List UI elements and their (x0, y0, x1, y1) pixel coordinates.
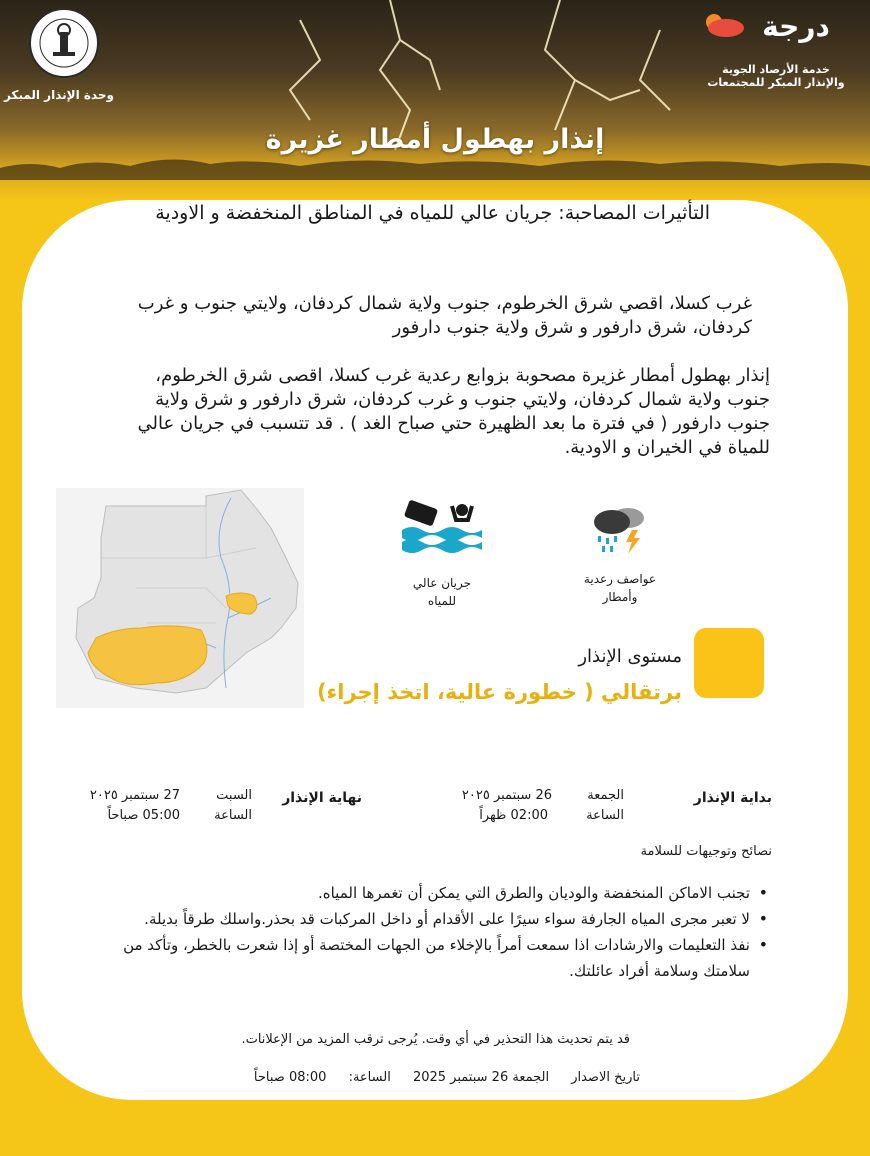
associated-effects: التأثيرات المصاحبة: جريان عالي للمياه في المناطق المنخفضة و الاودية (155, 202, 710, 224)
list-item: • لا تعبر مجرى المياه الجارفة سواء سيرًا على الأقدام أو داخل المركبات قد بحذر.واسلك طرقاً بديلة. (90, 906, 770, 932)
start-time-label: الساعة (586, 808, 624, 823)
issue-label: تاريخ الاصدار (571, 1070, 640, 1085)
safety-advice-heading: نصائح وتوجيهات للسلامة (640, 844, 772, 859)
update-note: قد يتم تحديث هذا التحذير في أي وقت. يُرجى ترقب المزيد من الإعلانات. (241, 1032, 630, 1047)
warning-line: جنوب ولاية شمال كردفان، ولايتي جنوب و غرب كردفان، شرق دارفور و شرق ولاية (155, 389, 770, 410)
warning-level-color-swatch (694, 628, 764, 698)
daraja-logo (696, 6, 856, 89)
warning-level-label: مستوى الإنذار (578, 646, 682, 667)
brand-subtitle-2: والإنذار المبكر للمجتمعات (707, 76, 845, 89)
warning-description (60, 364, 770, 460)
meteorological-authority-logo (4, 6, 114, 102)
warning-level-value: برتقالي ( خطورة عالية، اتخذ إجراء) (316, 680, 682, 704)
issue-time-label: الساعة: (348, 1070, 391, 1085)
affected-regions (52, 292, 752, 340)
warning-line: إنذار بهطول أمطار غزيرة مصحوبة بزوابع رعدية غرب كسلا، اقصى شرق الخرطوم، (155, 365, 770, 386)
end-date: 27 سبتمبر ٢٠٢٥ (89, 788, 180, 803)
issue-time: 08:00 صباحاً (253, 1070, 327, 1085)
list-item: • نفذ التعليمات والارشادات اذا سمعت أمراً بالإخلاء من الجهات المختصة أو إذا شعرت بالخطر، وتأكد من سلامتك وسلامة أفراد عائلتك. (90, 932, 770, 984)
start-date: 26 سبتمبر ٢٠٢٥ (461, 788, 552, 803)
issue-info (236, 1070, 640, 1085)
end-time-label: الساعة (214, 808, 252, 823)
cloud-sun-icon (696, 10, 756, 40)
region-line: كردفان، شرق دارفور و شرق ولاية جنوب دارفور (392, 317, 752, 338)
region-line: غرب كسلا، اقصي شرق الخرطوم، جنوب ولاية شمال كردفان، ولايتي جنوب و غرب (137, 293, 752, 314)
end-label: نهاية الإنذار (282, 790, 362, 806)
brand-subtitle-1: خدمة الأرصاد الجوية (722, 63, 830, 76)
flood-caption: جريان عالي للمياه (412, 576, 472, 608)
flood-icon (400, 500, 484, 560)
map-icon (56, 488, 304, 708)
list-item: • تجنب الاماكن المنخفضة والوديان والطرق التي يمكن أن تغمرها المياه. (90, 880, 770, 906)
safety-advice-list (90, 880, 770, 984)
warning-line: جنوب دارفور ( في فترة ما بعد الظهيرة حتي صباح الغد ) . قد تتسبب في جريان عالي (137, 413, 770, 434)
start-label: بداية الإنذار (693, 790, 772, 806)
brand-name: درجة (762, 10, 830, 43)
alert-title: إنذار بهطول أمطار غزيرة (265, 124, 605, 155)
start-time: 02:00 ظهراً (479, 808, 548, 823)
sudan-warning-map (56, 488, 304, 708)
flood-hazard (392, 500, 492, 610)
issue-date: الجمعة 26 سبتمبر 2025 (412, 1070, 550, 1085)
thunderstorm-icon (588, 500, 652, 556)
start-day: الجمعة (587, 788, 624, 803)
warning-line: للمياة في الخيران و الاودية. (564, 437, 770, 458)
early-warning-unit-label: وحدة الإنذار المبكر (4, 88, 114, 102)
seal-icon (27, 6, 101, 80)
storm-caption: عواصف رعدية وأمطار (583, 572, 657, 604)
storm-hazard (570, 500, 670, 606)
end-day: السبت (216, 788, 252, 803)
end-time: 05:00 صباحاً (107, 808, 180, 823)
header-banner (0, 0, 870, 200)
